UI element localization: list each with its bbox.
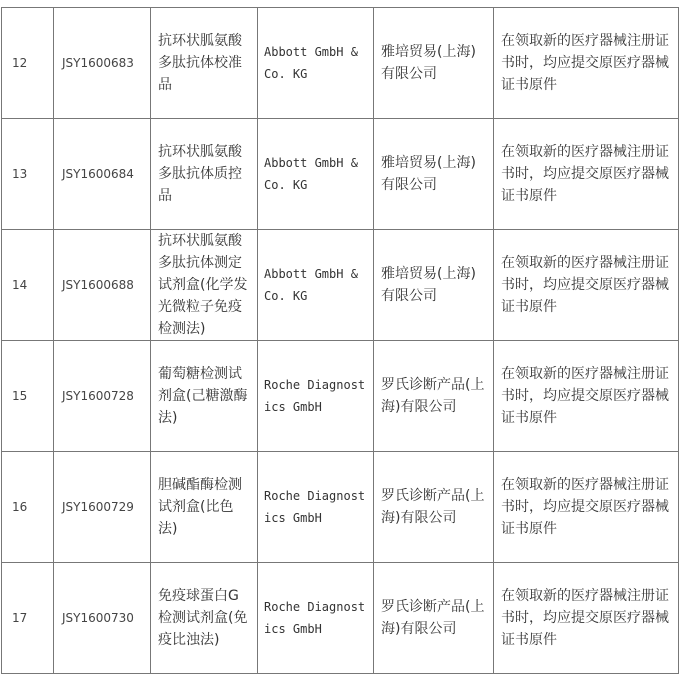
cell-product-name: 葡萄糖检测试剂盒(己糖激酶法) <box>151 341 258 452</box>
cell-number: 13 <box>2 119 54 230</box>
cell-note: 在领取新的医疗器械注册证书时，均应提交原医疗器械证书原件 <box>494 563 679 674</box>
cell-agent: 雅培贸易(上海)有限公司 <box>374 8 494 119</box>
cell-manufacturer: Abbott GmbH & Co. KG <box>258 230 374 341</box>
cell-manufacturer: Roche Diagnostics GmbH <box>258 452 374 563</box>
registration-table <box>1 7 679 674</box>
cell-product-name: 免疫球蛋白G检测试剂盒(免疫比浊法) <box>151 563 258 674</box>
table-row <box>2 119 679 230</box>
cell-note: 在领取新的医疗器械注册证书时，均应提交原医疗器械证书原件 <box>494 452 679 563</box>
cell-registration-code: JSY1600729 <box>54 452 151 563</box>
cell-registration-code: JSY1600684 <box>54 119 151 230</box>
table-body <box>2 8 679 674</box>
cell-number: 12 <box>2 8 54 119</box>
cell-product-name: 抗环状胍氨酸多肽抗体测定试剂盒(化学发光微粒子免疫检测法) <box>151 230 258 341</box>
cell-registration-code: JSY1600688 <box>54 230 151 341</box>
table-row <box>2 341 679 452</box>
cell-number: 17 <box>2 563 54 674</box>
cell-product-name: 抗环状胍氨酸多肽抗体质控品 <box>151 119 258 230</box>
cell-note: 在领取新的医疗器械注册证书时，均应提交原医疗器械证书原件 <box>494 8 679 119</box>
cell-product-name: 胆碱酯酶检测试剂盒(比色法) <box>151 452 258 563</box>
cell-note: 在领取新的医疗器械注册证书时，均应提交原医疗器械证书原件 <box>494 341 679 452</box>
cell-manufacturer: Roche Diagnostics GmbH <box>258 341 374 452</box>
cell-note: 在领取新的医疗器械注册证书时，均应提交原医疗器械证书原件 <box>494 119 679 230</box>
cell-agent: 罗氏诊断产品(上海)有限公司 <box>374 452 494 563</box>
cell-agent: 罗氏诊断产品(上海)有限公司 <box>374 563 494 674</box>
cell-agent: 雅培贸易(上海)有限公司 <box>374 119 494 230</box>
cell-registration-code: JSY1600728 <box>54 341 151 452</box>
cell-manufacturer: Abbott GmbH & Co. KG <box>258 8 374 119</box>
cell-agent: 罗氏诊断产品(上海)有限公司 <box>374 341 494 452</box>
cell-manufacturer: Roche Diagnostics GmbH <box>258 563 374 674</box>
cell-agent: 雅培贸易(上海)有限公司 <box>374 230 494 341</box>
cell-registration-code: JSY1600683 <box>54 8 151 119</box>
table-row <box>2 563 679 674</box>
table-row <box>2 230 679 341</box>
table-row <box>2 8 679 119</box>
cell-note: 在领取新的医疗器械注册证书时，均应提交原医疗器械证书原件 <box>494 230 679 341</box>
cell-product-name: 抗环状胍氨酸多肽抗体校准品 <box>151 8 258 119</box>
cell-registration-code: JSY1600730 <box>54 563 151 674</box>
cell-manufacturer: Abbott GmbH & Co. KG <box>258 119 374 230</box>
cell-number: 15 <box>2 341 54 452</box>
table-row <box>2 452 679 563</box>
cell-number: 14 <box>2 230 54 341</box>
cell-number: 16 <box>2 452 54 563</box>
